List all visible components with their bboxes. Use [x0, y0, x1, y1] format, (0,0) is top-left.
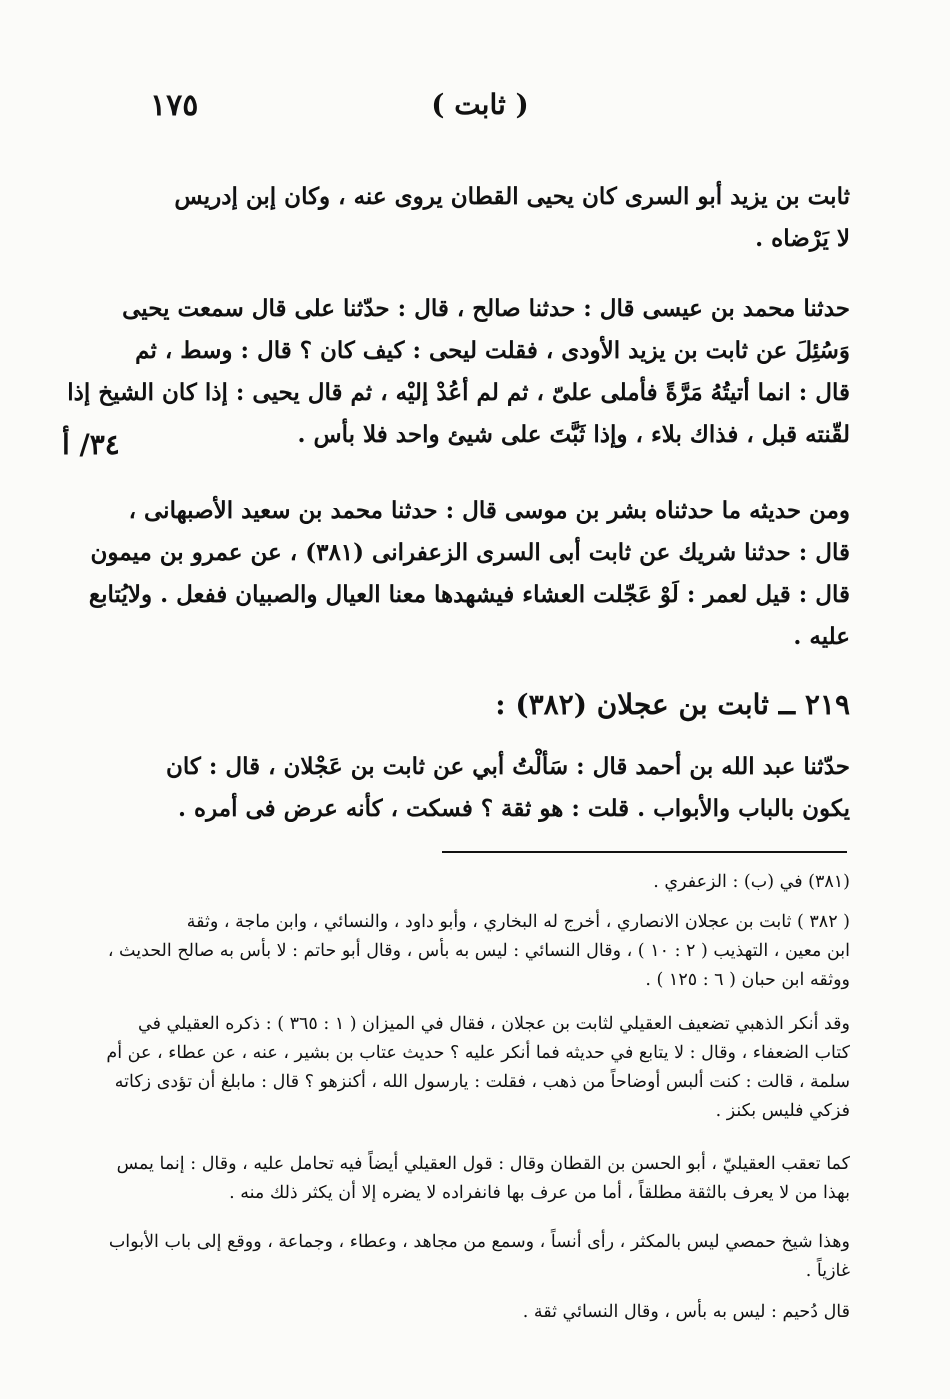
text-line: قال : قيل لعمر : لَوْ عَجّلت العشاء فيشهدها معنا العيال والصبيان ففعل . ولايُتابع: [88, 581, 850, 608]
footnote-line: غازياً .: [805, 1261, 850, 1281]
text-line: حدثنا محمد بن عيسى قال : حدثنا صالح ، قال : حدّثنا على قال سمعت يحيى: [122, 295, 850, 322]
entry-219-heading: ٢١٩ ــ ثابت بن عجلان (٣٨٢) :: [495, 688, 850, 721]
text-line: عليه .: [793, 623, 850, 650]
footnote-line: سلمة ، قالت : كنت ألبس أوضاحاً من ذهب ، فقلت : يارسول الله ، أكنزهو ؟ قال : مابلغ أن تؤدى زكاته: [114, 1072, 850, 1092]
entry-thabit-ibn-yazid: [155, 176, 850, 260]
footnote-line: بهذا من لا يعرف بالثقة مطلقاً ، أما من عرف بها فانفراده لا يضره إلا أن يكثر ذلك منه .: [229, 1183, 850, 1203]
text-line: لقّنته قبل ، فذاك بلاء ، وإذا ثَبَّتَ على شيئ واحد فلا بأس .: [297, 421, 850, 448]
entry-219-body: [155, 746, 850, 830]
footnote-line: فزكي فليس بكنز .: [715, 1101, 850, 1121]
footnote-divider: [442, 851, 847, 853]
text-line: حدّثنا عبد الله بن أحمد قال : سَألْتُ أبي عن ثابت بن عَجْلان ، قال : كان: [166, 753, 850, 780]
text-line: يكون بالباب والأبواب . قلت : هو ثقة ؟ فسكت ، كأنه عرض فى أمره .: [178, 795, 850, 822]
footnote-line: كتاب الضعفاء ، وقال : لا يتابع في حديثه فما أنكر عليه ؟ حديث عتاب بن بشير ، عنه ، عن عطاء ، عن أم: [106, 1043, 850, 1063]
text-line: وَسُئِلَ عن ثابت بن يزيد الأودى ، فقلت ليحى : كيف كان ؟ قال : وسط ، ثم: [135, 337, 850, 364]
text-line: قال : حدثنا شريك عن ثابت أبى السرى الزعفرانى (٣٨١) ، عن عمرو بن ميمون: [90, 539, 850, 566]
footnote-382: [107, 908, 850, 995]
footnote-line: قال دُحيم : ليس به بأس ، وقال النسائي ثقة .: [522, 1302, 850, 1322]
page-number: ١٧٥: [150, 88, 199, 123]
footnote-line: ووثقه ابن حبان ( ٦ : ١٢٥ ) .: [645, 970, 850, 990]
footnote-381: [155, 868, 850, 897]
paragraph-wa-min-hadithihi: [88, 490, 850, 658]
footnote-line: (٣٨١) في (ب) : الزعفري .: [653, 872, 850, 892]
footnote-line: وهذا شيخ حمصي ليس بالمكثر ، رأى أنساً ، وسمع من مجاهد ، وعطاء ، وجماعة ، ووقع إلى باب الأبواب: [108, 1232, 850, 1252]
text-line: لا يَرْضاه .: [755, 225, 850, 252]
footnote-shaykh-himsi: [108, 1228, 850, 1286]
text-line: قال : انما أتيتُهُ مَرَّةً فأملى علىّ ، ثم لم أعُدْ إليْه ، ثم قال يحيى : إذا كان الشيخ إذا: [67, 379, 850, 406]
footnote-line: ( ٣٨٢ ) ثابت بن عجلان الانصاري ، أخرج له البخاري ، وأبو داود ، والنسائي ، وابن ماجة ، وثقة: [186, 912, 850, 932]
margin-folio-note: ٣٤/ أ: [62, 428, 120, 461]
footnote-duhaym: [155, 1298, 850, 1327]
footnote-line: وقد أنكر الذهبي تضعيف العقيلي لثابت بن عجلان ، فقال في الميزان ( ١ : ٣٦٥ ) : ذكره العقيلي في: [138, 1014, 850, 1034]
footnote-dhahabi: [106, 1010, 850, 1126]
footnote-line: ابن معين ، التهذيب ( ٢ : ١٠ ) ، وقال النسائي : ليس به بأس ، وقال أبو حاتم : لا بأس به صالح الحديث ،: [107, 941, 850, 961]
running-title: ( ثابت ): [431, 88, 529, 121]
footnote-taaqqub: [116, 1150, 850, 1208]
text-line: ثابت بن يزيد أبو السرى كان يحيى القطان يروى عنه ، وكان إبن إدريس: [174, 183, 850, 210]
footnote-line: كما تعقب العقيليّ ، أبو الحسن بن القطان وقال : قول العقيلي أيضاً فيه تحامل عليه ، وقال : إنما يمس: [116, 1154, 850, 1174]
text-line: ومن حديثه ما حدثناه بشر بن موسى قال : حدثنا محمد بن سعيد الأصبهانى ،: [128, 497, 850, 524]
